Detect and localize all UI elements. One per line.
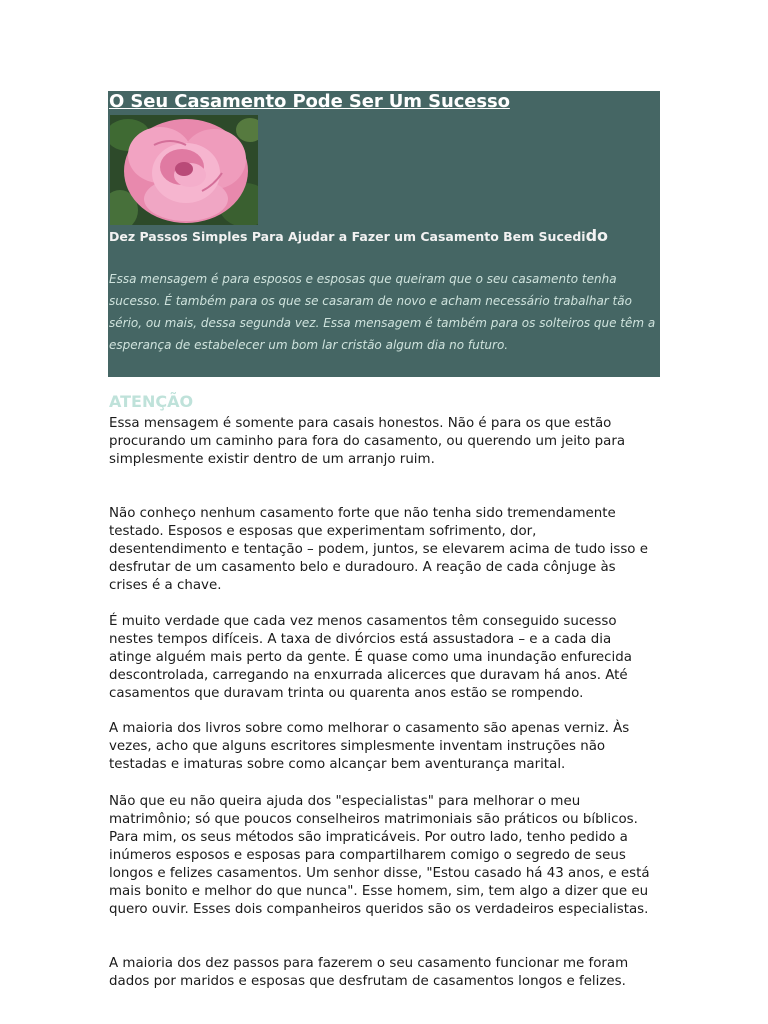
header-banner xyxy=(108,91,660,377)
page-title: O Seu Casamento Pode Ser Um Sucesso xyxy=(109,91,510,112)
attention-heading: ATENÇÃO xyxy=(109,392,194,411)
paragraph-4: Não que eu não queira ajuda dos "especialistas" para melhorar o meu matrimônio; só que poucos conselheiros matrimoniais são práticos ou bíblicos. Para mim, os seus métodos são impraticáveis. Por outro lado, tenho pedido a inúmeros esposos e esposas para compartilharem comigo o segredo de seus longos e felizes casamentos. Um senhor disse, "Estou casado há 43 anos, e está mais bonito e melhor do que nunca". Esse homem, sim, tem algo a dizer que eu quero ouvir. Esses dois companheiros queridos são os verdadeiros especialistas. xyxy=(109,794,650,917)
rose-image xyxy=(110,115,258,225)
paragraph-5: A maioria dos dez passos para fazerem o seu casamento funcionar me foram dados por maridos e esposas que desfrutam de casamentos longos e felizes. xyxy=(109,956,629,989)
rose-flower-icon xyxy=(110,115,258,225)
subtitle-tail: do xyxy=(585,226,609,245)
paragraph-1: Não conheço nenhum casamento forte que não tenha sido tremendamente testado. Esposos e esposas que experimentam sofrimento, dor, desentendimento e tentação – podem, juntos, se elevarem acima de tudo isso e desfrutar de um casamento belo e duradouro. A reação de cada cônjuge às crises é a chave. xyxy=(109,506,648,593)
paragraph-3: A maioria dos livros sobre como melhorar o casamento são apenas verniz. Às vezes, acho que alguns escritores simplesmente inventam instruções não testadas e imaturas sobre como alcançar bem aventurança marital. xyxy=(109,721,630,772)
subtitle-main: Dez Passos Simples Para Ajudar a Fazer um Casamento Bem Sucedi xyxy=(109,229,586,244)
paragraph-2: É muito verdade que cada vez menos casamentos têm conseguido sucesso nestes tempos difíceis. A taxa de divórcios está assustadora – e a cada dia atinge alguém mais perto da gente. É quase como uma inundação enfurecida descontrolada, carregando na enxurrada alicerces que duravam há anos. Até casamentos que duravam trinta ou quarenta anos estão se rompendo. xyxy=(109,614,632,701)
subtitle xyxy=(109,226,608,245)
intro-text: Essa mensagem é para esposos e esposas que queiram que o seu casamento tenha sucesso. É também para os que se casaram de novo e acham necessário trabalhar tão sério, ou mais, dessa segunda vez. Essa mensagem é também para os solteiros que têm a esperança de estabelecer um bom lar cristão algum dia no futuro. xyxy=(109,272,656,352)
attention-text: Essa mensagem é somente para casais honestos. Não é para os que estão procurando um caminho para fora do casamento, ou querendo um jeito para simplesmente existir dentro de um arranjo ruim. xyxy=(109,416,626,467)
